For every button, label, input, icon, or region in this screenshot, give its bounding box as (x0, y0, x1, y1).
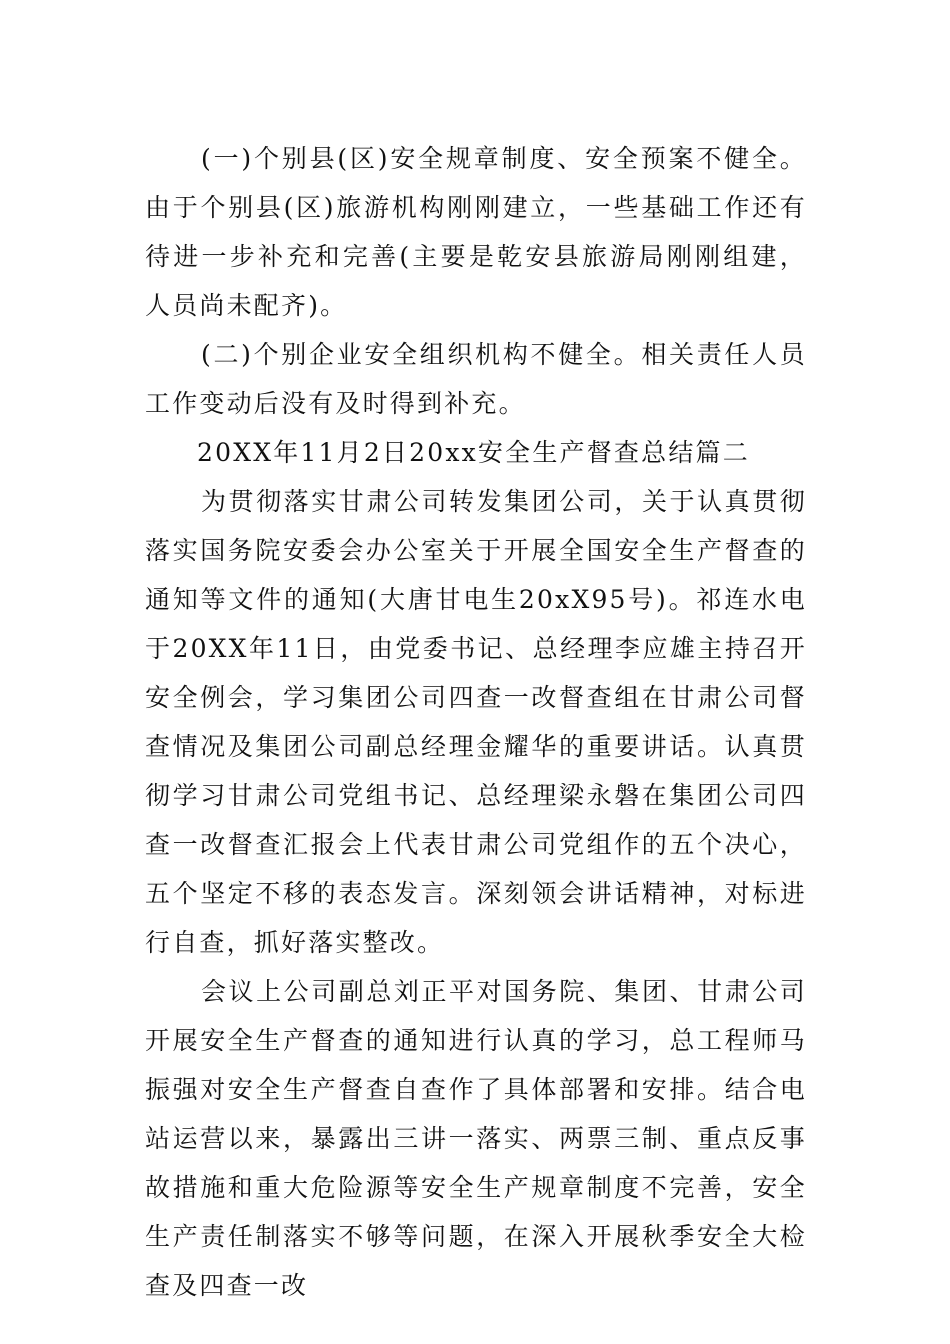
paragraph-implementation: 为贯彻落实甘肃公司转发集团公司，关于认真贯彻落实国务院安委会办公室关于开展全国安全生产督查的通知等文件的通知(大唐甘电生20xX95号)。祁连水电于20XX年11日，由党委书记、总经理李应雄主持召开安全例会，学习集团公司四查一改督查组在甘肃公司督查情况及集团公司副总经理金耀华的重要讲话。认真贯彻学习甘肃公司党组书记、总经理梁永磐在集团公司四查一改督查汇报会上代表甘肃公司党组作的五个决心，五个坚定不移的表态发言。深刻领会讲话精神，对标进行自查，抓好落实整改。 (145, 487, 807, 957)
paragraph-issue-one: (一)个别县(区)安全规章制度、安全预案不健全。由于个别县(区)旅游机构刚刚建立，一些基础工作还有待进一步补充和完善(主要是乾安县旅游局刚刚组建，人员尚未配齐)。 (145, 144, 807, 320)
paragraph-issue-two: (二)个别企业安全组织机构不健全。相关责任人员工作变动后没有及时得到补充。 (145, 340, 807, 418)
section-heading: 20XX年11月2日20xx安全生产督查总结篇二 (197, 438, 750, 467)
paragraph-meeting: 会议上公司副总刘正平对国务院、集团、甘肃公司开展安全生产督查的通知进行认真的学习，总工程师马振强对安全生产督查自查作了具体部署和安排。结合电站运营以来，暴露出三讲一落实、两票三制、重点反事故措施和重大危险源等安全生产规章制度不完善，安全生产责任制落实不够等问题，在深入开展秋季安全大检查及四查一改 (145, 977, 807, 1300)
document-body (145, 134, 807, 1310)
